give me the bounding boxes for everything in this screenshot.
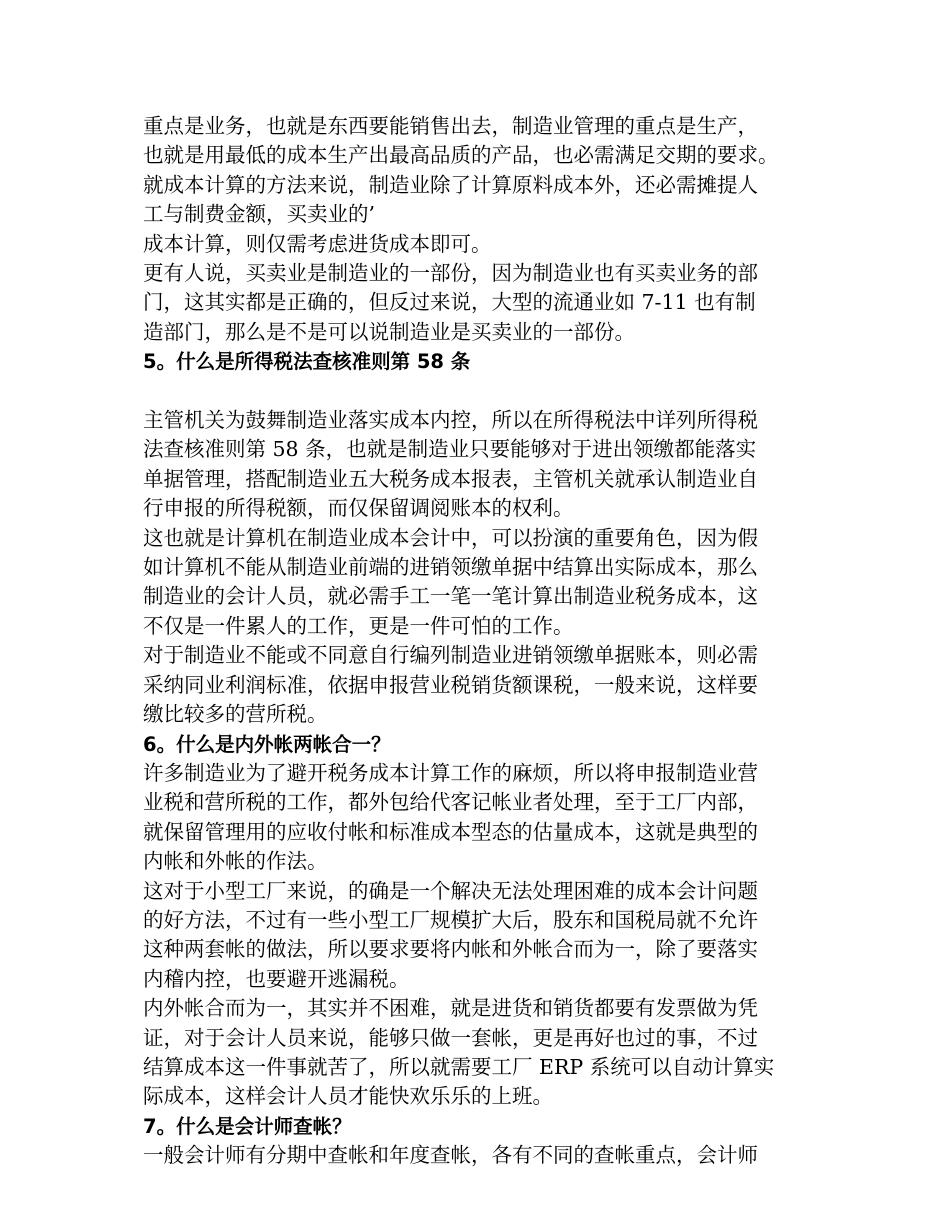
text-line: 内帐和外帐的作法。 bbox=[143, 849, 328, 874]
text-line: 就成本计算的方法来说，制造业除了计算原料成本外，还必需摊提人 bbox=[143, 172, 758, 197]
text-line: 这种两套帐的做法，所以要求要将内帐和外帐合而为一，除了要落实 bbox=[143, 937, 758, 962]
text-line: 门，这其实都是正确的，但反过来说，大型的流通业如 7-11 也有制 bbox=[143, 290, 756, 315]
text-line: 重点是业务，也就是东西要能销售出去，制造业管理的重点是生产， bbox=[143, 114, 758, 138]
text-line: 内外帐合而为一，其实并不困难，就是进货和销货都要有发票做为凭 bbox=[143, 996, 758, 1021]
text-line: 如计算机不能从制造业前端的进销领缴单据中结算出实际成本，那么 bbox=[143, 555, 758, 580]
text-line: 就保留管理用的应收付帐和标准成本型态的估量成本，这就是典型的 bbox=[143, 819, 758, 844]
text-line: 际成本，这样会计人员才能快欢乐乐的上班。 bbox=[143, 1084, 553, 1109]
text-line: 采纳同业利润标准，依据申报营业税销货额课税，一般来说，这样要 bbox=[143, 672, 758, 697]
paragraph bbox=[143, 641, 823, 729]
text-line: 单据管理，搭配制造业五大税务成本报表，主管机关就承认制造业自 bbox=[143, 466, 758, 491]
text-line: 更有人说，买卖业是制造业的一部份，因为制造业也有买卖业务的部 bbox=[143, 261, 758, 286]
text-line: 7。什么是会计师查帐？ bbox=[143, 1114, 352, 1138]
text-line: 业税和营所税的工作，都外包给代客记帐业者处理，至于工厂内部， bbox=[143, 790, 758, 815]
section-heading bbox=[143, 730, 823, 759]
text-line: 也就是用最低的成本生产出最高品质的产品，也必需满足交期的要求。 bbox=[143, 143, 779, 168]
text-line: 这对于小型工厂来说，的确是一个解决无法处理困难的成本会计问题 bbox=[143, 878, 758, 903]
text-line: 对于制造业不能或不同意自行编列制造业进销领缴单据账本，则必需 bbox=[143, 643, 758, 668]
paragraph bbox=[143, 1141, 823, 1170]
paragraph bbox=[143, 112, 823, 230]
text-line: 行申报的所得税额，而仅保留调阅账本的权利。 bbox=[143, 496, 574, 521]
text-line: 5。什么是所得税法查核准则第 58 条 bbox=[143, 350, 471, 374]
paragraph bbox=[143, 259, 823, 347]
text-line: 造部门，那么是不是可以说制造业是买卖业的一部份。 bbox=[143, 319, 635, 344]
paragraph bbox=[143, 994, 823, 1112]
paragraph bbox=[143, 230, 823, 259]
text-line: 结算成本这一件事就苦了，所以就需要工厂 ERP 系统可以自动计算实 bbox=[143, 1054, 775, 1079]
paragraph bbox=[143, 877, 823, 995]
document-body bbox=[143, 112, 823, 1171]
section-heading bbox=[143, 347, 823, 376]
text-line: 的好方法，不过有一些小型工厂规模扩大后，股东和国税局就不允许 bbox=[143, 907, 758, 932]
text-line: 6。什么是内外帐两帐合一？ bbox=[143, 732, 391, 756]
text-line: 制造业的会计人员，就必需手工一笔一笔计算出制造业税务成本，这 bbox=[143, 584, 758, 609]
text-line: 法查核准则第 58 条，也就是制造业只要能够对于进出领缴都能落实 bbox=[143, 437, 757, 462]
paragraph bbox=[143, 406, 823, 524]
text-line: 一般会计师有分期中查帐和年度查帐，各有不同的查帐重点，会计师 bbox=[143, 1143, 758, 1168]
paragraph bbox=[143, 524, 823, 642]
text-line: 不仅是一件累人的工作，更是一件可怕的工作。 bbox=[143, 613, 574, 638]
text-line: 成本计算，则仅需考虑进货成本即可。 bbox=[143, 231, 492, 256]
text-line: 内稽内控，也要避开逃漏税。 bbox=[143, 966, 410, 991]
paragraph bbox=[143, 759, 823, 877]
text-line: 许多制造业为了避开税务成本计算工作的麻烦，所以将申报制造业营 bbox=[143, 760, 758, 785]
text-line: 这也就是计算机在制造业成本会计中，可以扮演的重要角色，因为假 bbox=[143, 525, 758, 550]
text-line: 主管机关为鼓舞制造业落实成本内控，所以在所得税法中详列所得税 bbox=[143, 408, 758, 433]
text-line: 缴比较多的营所税。 bbox=[143, 702, 328, 727]
text-line: 工与制费金额，买卖业的’ bbox=[143, 202, 376, 227]
section-heading bbox=[143, 1112, 823, 1141]
text-line: 证，对于会计人员来说，能够只做一套帐，更是再好也过的事，不过 bbox=[143, 1025, 758, 1050]
blank-line bbox=[143, 377, 823, 406]
